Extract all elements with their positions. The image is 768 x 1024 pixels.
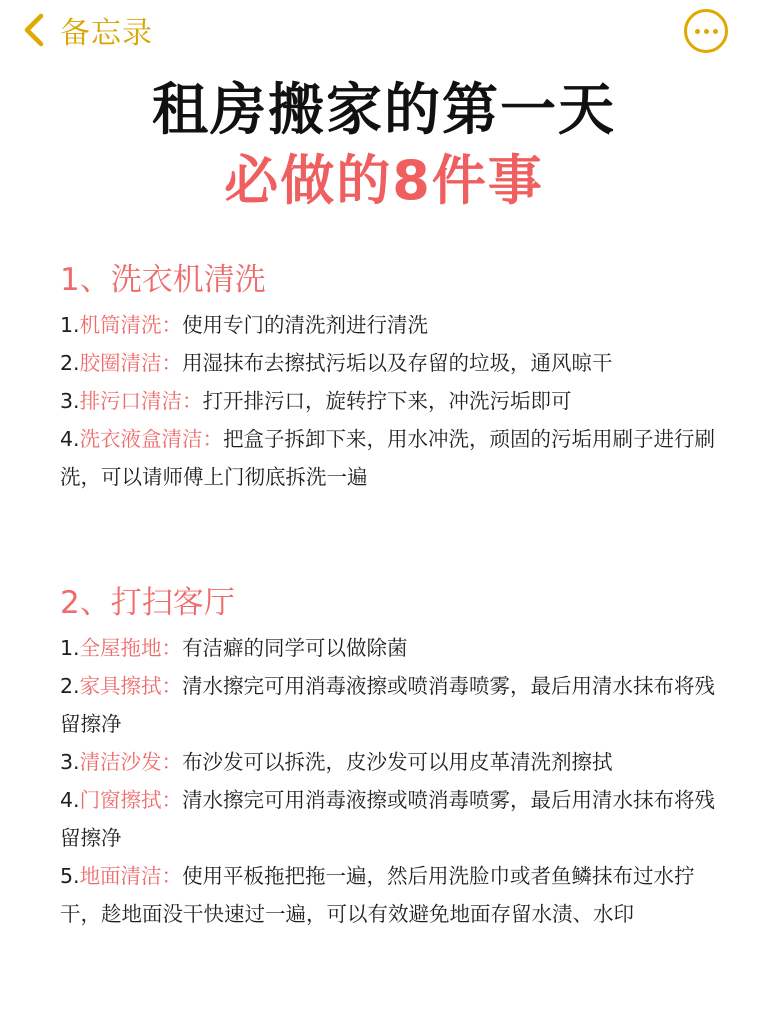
list-item: [60, 857, 720, 933]
section-title: 2、打扫客厅: [60, 585, 235, 621]
page-subtitle: 必做的8件事: [224, 149, 544, 212]
item-list: [60, 629, 720, 933]
item-text: 清水擦完可用消毒液擦或喷消毒喷雾，最后用清水抹布将残留擦净: [60, 788, 716, 850]
more-dots-icon: [713, 29, 718, 34]
list-item: [60, 382, 720, 420]
item-number: 2.: [60, 351, 80, 375]
section-living-room: [60, 583, 720, 933]
item-keyword: 地面清洁：: [79, 864, 183, 888]
more-dots-icon: [704, 29, 709, 34]
item-number: 1.: [60, 313, 80, 337]
back-button[interactable]: [22, 8, 153, 52]
item-number: 2.: [60, 674, 80, 698]
item-number: 3.: [60, 389, 80, 413]
item-keyword: 胶圈清洁：: [79, 351, 183, 375]
item-number: 4.: [60, 788, 80, 812]
item-text: 清水擦完可用消毒液擦或喷消毒喷雾，最后用清水抹布将残留擦净: [60, 674, 716, 736]
list-item: [60, 306, 720, 344]
list-item: [60, 629, 720, 667]
item-text: 有洁癖的同学可以做除菌: [182, 636, 408, 660]
item-keyword: 全屋拖地：: [79, 636, 183, 660]
item-keyword: 门窗擦拭：: [79, 788, 183, 812]
item-number: 4.: [60, 427, 80, 451]
list-item: [60, 420, 720, 496]
more-dots-icon: [695, 29, 700, 34]
item-keyword: 家具擦拭：: [79, 674, 183, 698]
item-text: 使用专门的清洗剂进行清洗: [182, 313, 429, 337]
section-washing-machine: [60, 260, 720, 496]
item-text: 布沙发可以拆洗，皮沙发可以用皮革清洗剂擦拭: [182, 750, 613, 774]
item-text: 把盒子拆卸下来，用水冲洗，顽固的污垢用刷子进行刷洗，可以请师傅上门彻底拆洗一遍: [60, 427, 716, 489]
item-text: 使用平板拖把拖一遍，然后用洗脸巾或者鱼鳞抹布过水拧干，趁地面没干快速过一遍，可以有效避免地面存留水渍、水印: [60, 864, 695, 926]
item-list: [60, 306, 720, 496]
section-title: 1、洗衣机清洗: [60, 262, 266, 298]
item-text: 打开排污口，旋转拧下来，冲洗污垢即可: [202, 389, 572, 413]
back-label: 备忘录: [60, 16, 153, 51]
item-keyword: 清洁沙发：: [79, 750, 183, 774]
item-number: 5.: [60, 864, 80, 888]
list-item: [60, 344, 720, 382]
list-item: [60, 743, 720, 781]
more-button[interactable]: [684, 9, 728, 53]
item-keyword: 排污口清洁：: [79, 389, 203, 413]
nav-bar: [0, 0, 768, 62]
item-number: 3.: [60, 750, 80, 774]
list-item: [60, 781, 720, 857]
list-item: [60, 667, 720, 743]
item-keyword: 洗衣液盒清洁：: [79, 427, 224, 451]
item-text: 用湿抹布去擦拭污垢以及存留的垃圾，通风晾干: [182, 351, 613, 375]
chevron-left-icon: [22, 13, 46, 47]
item-number: 1.: [60, 636, 80, 660]
item-keyword: 机筒清洗：: [79, 313, 183, 337]
page-title: 租房搬家的第一天: [152, 78, 616, 143]
